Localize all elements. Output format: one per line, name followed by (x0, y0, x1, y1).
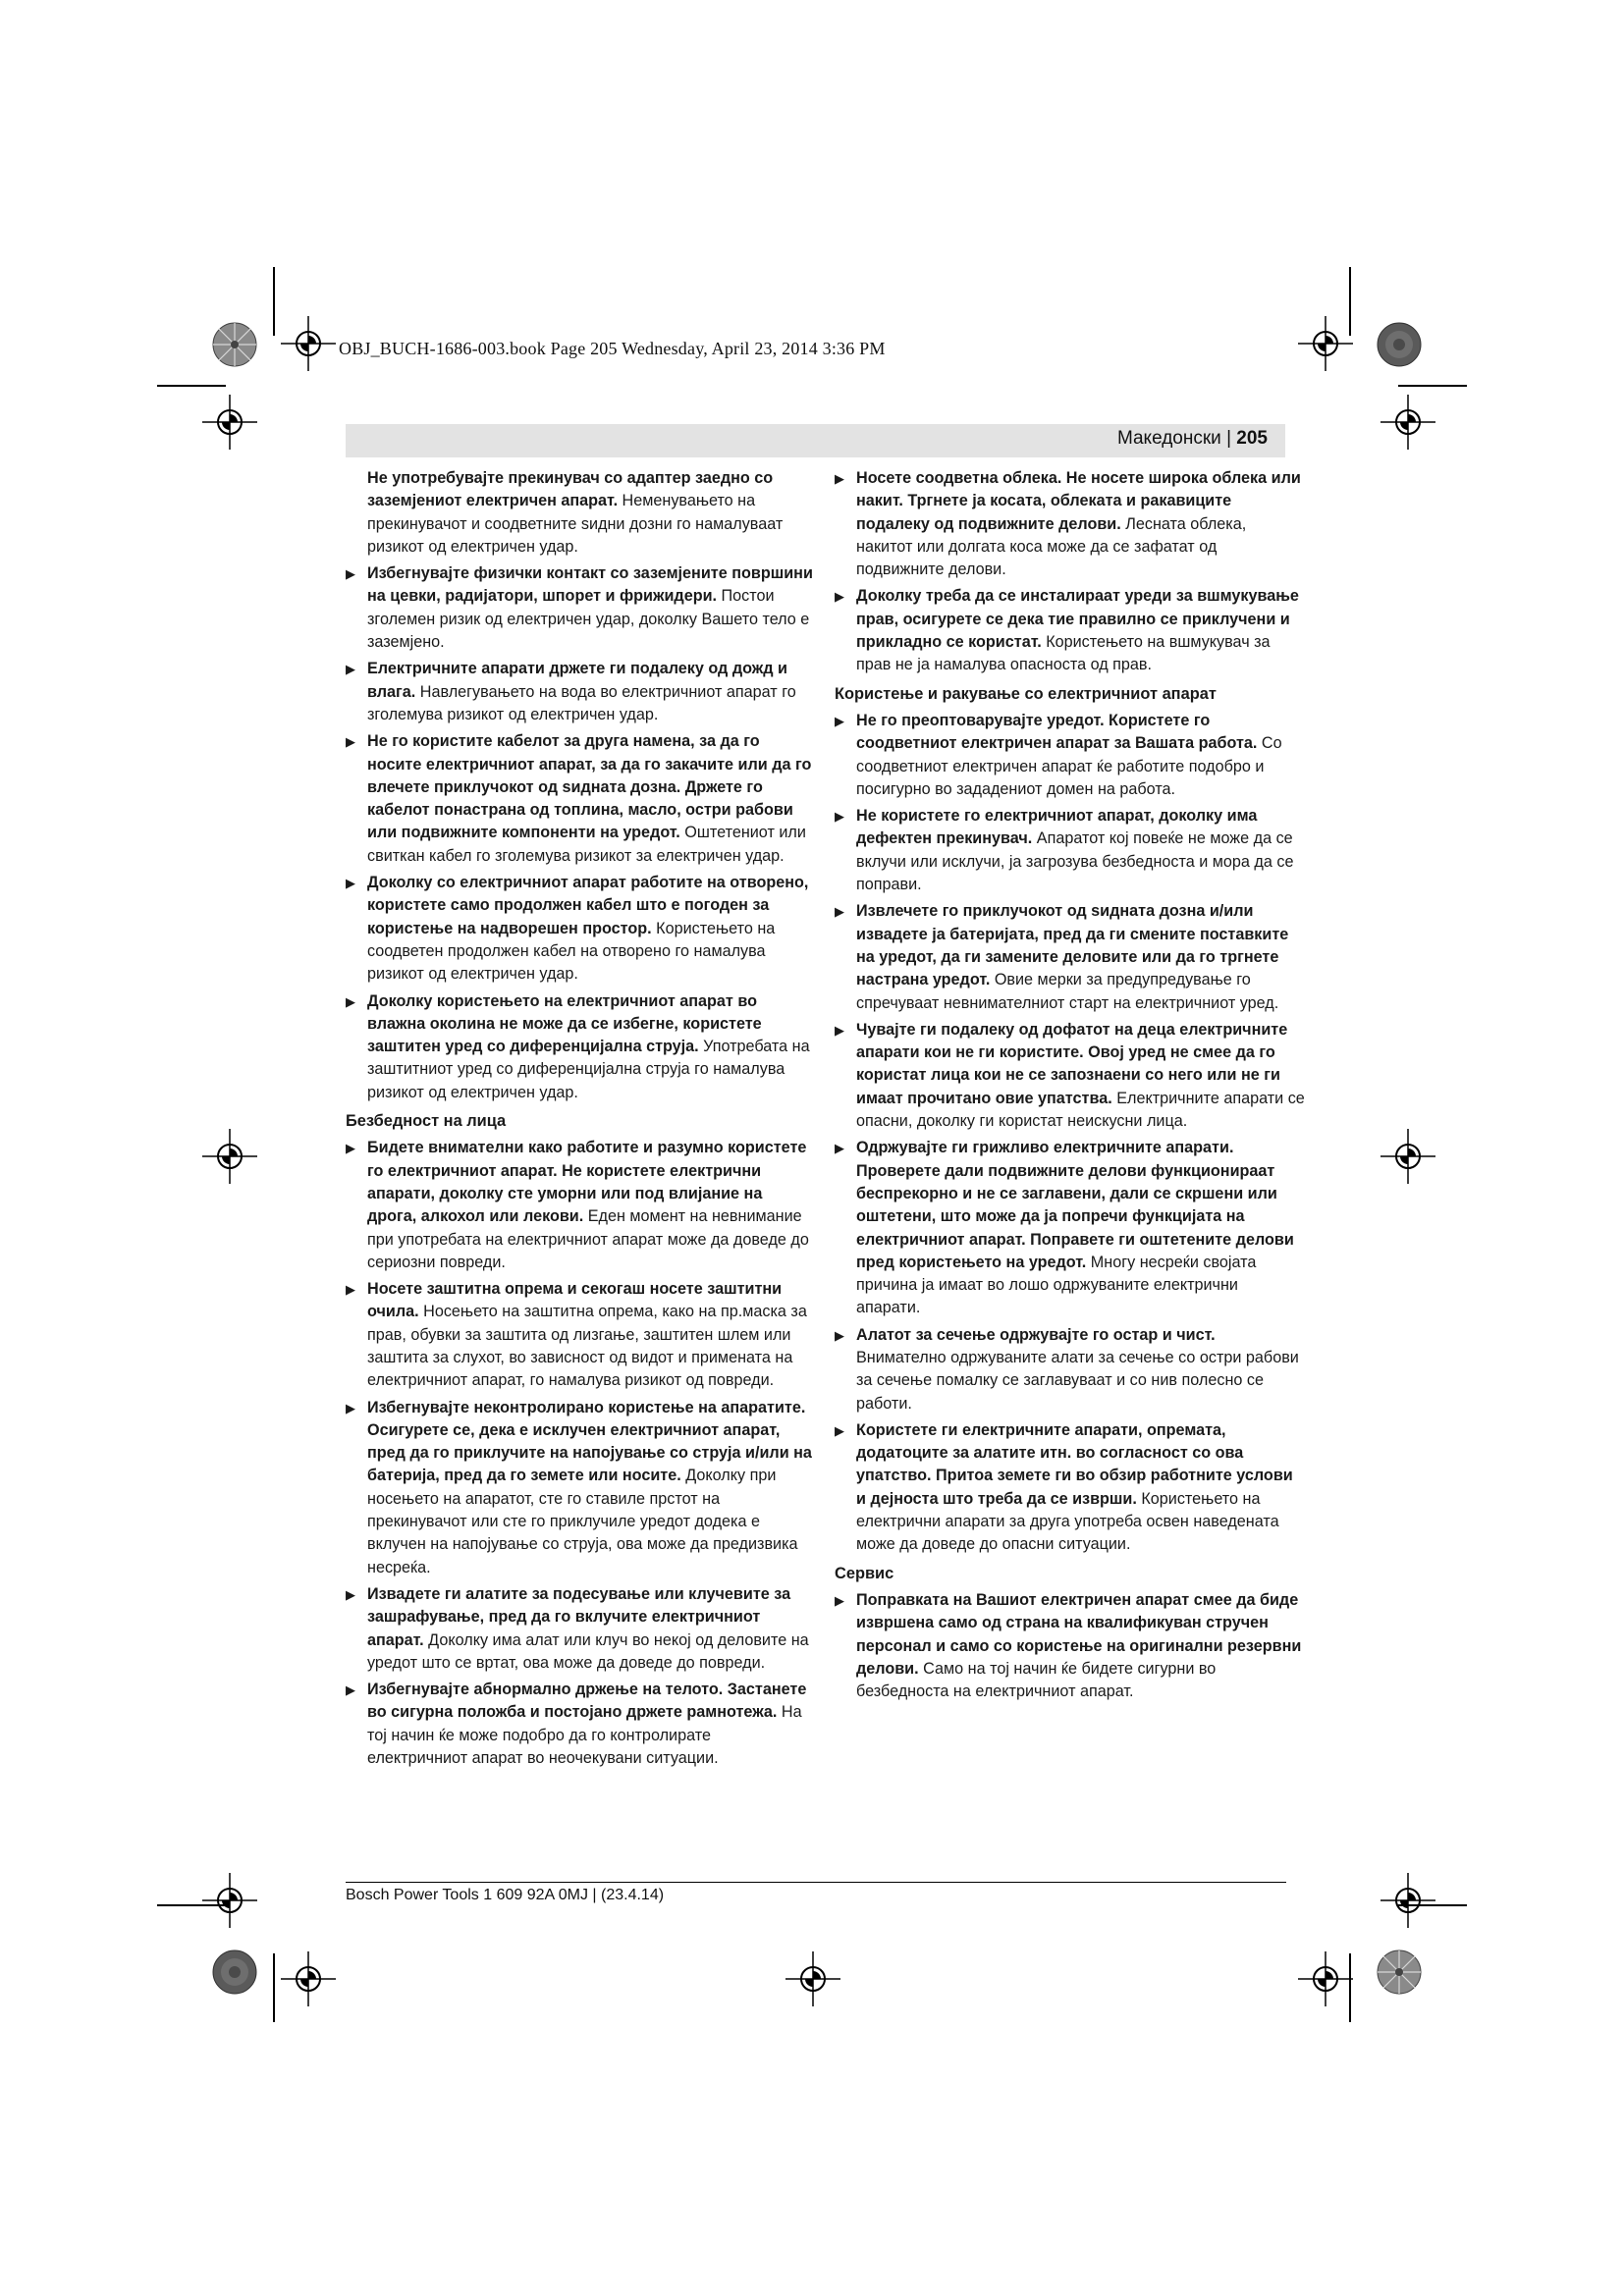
item-bold-text: Не употребувајте прекинувач со адаптер заедно со заземјениот електричен апарат. (367, 469, 774, 510)
item-bold-text: Доколку со електричниот апарат работите на отворено, користете само продолжен кабел што е погоден за користење на надворешен простор. (367, 874, 809, 937)
bullet-arrow-icon: ▶ (835, 1022, 844, 1038)
crop-mark (273, 1953, 275, 2022)
list-item (346, 1583, 815, 1675)
item-body-text: Внимателно одржуваните алати за сечење со остри рабови за сечење помалку се заглавуваат и со нив полесно се работи. (856, 1348, 1299, 1413)
list-item (835, 467, 1306, 581)
item-bold-text: Доколку треба да се инсталираат уреди за вшмукување прав, осигурете се дека тие правилно се приклучени и прикладно се користат. (856, 587, 1299, 652)
item-body-text: Еден момент на невнимание при употребата на електричниот апарат може да доведе до сериозни повреди. (367, 1207, 809, 1271)
footer-text: Bosch Power Tools 1 609 92A 0MJ | (23.4.14) (346, 1887, 665, 1903)
right-item-list-3 (835, 1589, 1306, 1703)
item-body-text: Користењето на електрични апарати за друга употреба освен наведената може да доведе до опасни ситуации. (856, 1489, 1279, 1554)
bullet-arrow-icon: ▶ (346, 734, 355, 750)
item-bold-text: Избегнувајте неконтролирано користење на апаратите. Осигурете се, дека е исклучен електричниот апарат, пред да го приклучите на напојување со струја и/или на батерија, пред да го земете или носите. (367, 1398, 812, 1485)
registration-crosshair-icon (785, 1951, 840, 2006)
item-bold-text: Избегнувајте абнормално држење на телото. Застанете во сигурна положба и постојано држете рамнотежа. (367, 1681, 807, 1722)
registration-crosshair-icon (1380, 395, 1435, 450)
registration-target-icon (1377, 1949, 1422, 1995)
list-item (835, 710, 1306, 801)
item-body-text: На тој начин ќе може подобро да го контролирате електричниот апарат во неочекувани ситуации. (367, 1703, 802, 1768)
crop-mark (1398, 385, 1467, 387)
item-bold-text: Електричните апарати држете ги подалеку од дожд и влага. (367, 660, 787, 701)
item-body-text: Доколку има алат или клуч во некој од деловите на уредот што се вртат, ова може да доведе до повреди. (367, 1630, 809, 1672)
bullet-arrow-icon: ▶ (835, 589, 844, 605)
list-item (346, 1278, 815, 1392)
list-item (346, 730, 815, 868)
list-item (835, 1324, 1306, 1415)
item-body-text: Со соодветниот електричен апарат ќе работите подобро и посигурно во зададениот домен на работа. (856, 734, 1282, 798)
registration-target-icon (212, 322, 257, 367)
item-bold-text: Избегнувајте физички контакт со заземјените површини на цевки, радијатори, шпорет и фрижидери. (367, 564, 813, 606)
left-column (346, 467, 815, 1774)
item-bold-text: Не го користите кабелот за друга намена, за да го носите електричниот апарат, за да го закачите или да го влечете приклучокот од ѕидната дозна. Држете го кабелот понастрана од топлина, масло, остри рабови или подвижните компоненти на уредот. (367, 732, 812, 842)
item-body-text: Само на тој начин ќе бидете сигурни во безбедноста на електричниот апарат. (856, 1659, 1217, 1701)
item-bold-text: Користете ги електричните апарати, опремата, додатоците за алатите итн. во согласност со ова упатство. Притоа земете ги во обзир работните услови и дејноста што треба да се изврши. (856, 1420, 1293, 1508)
page-header (346, 424, 1285, 457)
header-title (1117, 428, 1268, 450)
item-bold-text: Поправката на Вашиот електричен апарат смее да биде извршена само од страна на квалификуван стручен персонал и само со користење на оригинални резервни делови. (856, 1590, 1302, 1678)
bullet-arrow-icon: ▶ (346, 1682, 355, 1698)
item-body-text: Апаратот кој повеќе не може да се вклучи или исклучи, ја загрозува безбедноста и мора да се поправи. (856, 829, 1294, 894)
page-number: 205 (1236, 428, 1268, 449)
list-item (346, 990, 815, 1104)
print-slug: OBJ_BUCH-1686-003.book Page 205 Wednesday, April 23, 2014 3:36 PM (339, 339, 886, 358)
item-bold-text: Алатот за сечење одржувајте го остар и чист. (856, 1325, 1216, 1344)
item-bold-text: Доколку користењето на електричниот апарат во влажна околина не може да се избегне, користете заштитен уред со диференцијална струја. (367, 991, 762, 1056)
item-body-text: Многу несреќи својата причина ја имаат во лошо одржуваните електрични апарати. (856, 1253, 1257, 1317)
right-item-list (835, 467, 1306, 677)
item-bold-text: Не го преоптоварувајте уредот. Користете го соодветниот електричен апарат за Вашата работа. (856, 711, 1258, 753)
bullet-arrow-icon: ▶ (346, 1282, 355, 1298)
left-item-list (346, 467, 815, 1104)
list-item (346, 562, 815, 654)
item-bold-text: Носете заштитна опрема и секогаш носете заштитни очила. (367, 1280, 783, 1321)
registration-crosshair-icon (202, 1129, 257, 1184)
right-item-list-2 (835, 710, 1306, 1557)
list-item (835, 900, 1306, 1014)
bullet-arrow-icon: ▶ (835, 1592, 844, 1608)
list-item (346, 872, 815, 986)
bullet-arrow-icon: ▶ (346, 876, 355, 891)
item-body-text: Користењето на соодветен продолжен кабел на отворено го намалува ризикот од електричен удар. (367, 919, 776, 984)
list-item (346, 1679, 815, 1770)
item-body-text: Употребата на заштитниот уред со диференцијална струја го намалува ризикот од електричен удар. (367, 1038, 810, 1101)
item-body-text: Доколку при носењето на апаратот, сте го ставиле прстот на прекинувачот или сте го приклучиле уредот додека е вклучен на напојување со струја, ова може да предизвика несреќа. (367, 1467, 798, 1576)
list-item (835, 1419, 1306, 1557)
item-bold-text: Чувајте ги подалеку од дофатот на деца електричните апарати кои не ги користите. Овој уред не смее да го користат лица кои не се запознаени со него или не ги имаат прочитано овие упатства. (856, 1020, 1288, 1107)
registration-crosshair-icon (281, 1951, 336, 2006)
bullet-arrow-icon: ▶ (346, 662, 355, 677)
registration-target-icon (212, 1949, 257, 1995)
bullet-arrow-icon: ▶ (346, 1141, 355, 1156)
registration-crosshair-icon (202, 395, 257, 450)
item-body-text: Електричните апарати се опасни, доколку ги користат неискусни лица. (856, 1089, 1305, 1131)
item-bold-text: Не користете го електричниот апарат, доколку има дефектен прекинувач. (856, 807, 1258, 848)
list-item (835, 1019, 1306, 1133)
bullet-arrow-icon: ▶ (346, 1586, 355, 1602)
bullet-arrow-icon: ▶ (346, 1400, 355, 1415)
section-heading-personal-safety: Безбедност на лица (346, 1112, 507, 1131)
item-bold-text: Носете соодветна облека. Не носете широка облека или накит. Тргнете ја косата, облеката и ракавиците подалеку од подвижните делови. (856, 469, 1301, 533)
right-column (835, 467, 1306, 1707)
registration-crosshair-icon (1298, 1951, 1353, 2006)
bullet-arrow-icon: ▶ (346, 566, 355, 582)
list-item (835, 585, 1306, 676)
list-item (346, 658, 815, 726)
item-body-text: Носењето на заштитна опрема, како на пр.маска за прав, обувки за заштита од лизгање, заштитен шлем или заштита за слухот, во зависност од видот и примената на електричниот апарат, го намалува ризикот од повреди. (367, 1303, 807, 1390)
registration-crosshair-icon (202, 1873, 257, 1928)
item-body-text: Навлегувањето на вода во електричниот апарат го зголемува ризикот од електричен удар. (367, 682, 796, 723)
list-item (346, 467, 815, 559)
section-heading-service: Сервис (835, 1564, 894, 1582)
item-bold-text: Бидете внимателни како работите и разумно користете го електричниот апарат. Не користете електрични апарати, доколку сте уморни или под влијание на дрога, алкохол или лекови. (367, 1139, 807, 1226)
item-body-text: Оштетениот или свиткан кабел го зголемува ризикот за електричен удар. (367, 824, 806, 865)
footer-divider (346, 1882, 1286, 1883)
item-bold-text: Одржувајте ги грижливо електричните апарати. Проверете дали подвижните делови функционираат беспрекорно и не се заглавени, дали се скршени или оштетени, што може да ја попречи функцијата на електричниот апарат. Поправете ги оштетените делови пред користењето на уредот. (856, 1139, 1294, 1271)
list-item (346, 1137, 815, 1274)
list-item (835, 1137, 1306, 1319)
item-body-text: Постои зголемен ризик од електричен удар, доколку Вашето тело е заземјено. (367, 587, 810, 652)
item-bold-text: Извлечете го приклучокот од ѕидната дозна и/или извадете ја батеријата, пред да ги смените поставките на уредот, да ги замените деловите или да го тргнете настрана уредот. (856, 902, 1289, 989)
bullet-arrow-icon: ▶ (835, 1327, 844, 1343)
bullet-arrow-icon: ▶ (346, 993, 355, 1009)
item-body-text: Овие мерки за предупредување го спречуваат невнимателниот старт на електричниот уред. (856, 971, 1279, 1012)
bullet-arrow-icon: ▶ (835, 1141, 844, 1156)
item-body-text: Лесната облека, накитот или долгата коса може да се зафатат од подвижните делови. (856, 514, 1247, 579)
crop-mark (273, 267, 275, 336)
bullet-arrow-icon: ▶ (835, 713, 844, 728)
section-heading-tool-use: Користење и ракување со електричниот апарат (835, 684, 1217, 703)
list-item (835, 805, 1306, 896)
registration-crosshair-icon (1298, 316, 1353, 371)
header-language: Македонски | (1116, 428, 1237, 449)
item-body-text: Користењето на вшмукувач за прав не ја намалува опасноста од прав. (856, 633, 1271, 674)
left-item-list-2 (346, 1137, 815, 1770)
list-item (835, 1589, 1306, 1703)
bullet-arrow-icon: ▶ (835, 809, 844, 825)
registration-target-icon (1377, 322, 1422, 367)
bullet-arrow-icon: ▶ (835, 904, 844, 920)
item-bold-text: Извадете ги алатите за подесување или клучевите за зашрафување, пред да го вклучите електричниот апарат. (367, 1584, 791, 1649)
registration-crosshair-icon (1380, 1873, 1435, 1928)
registration-crosshair-icon (281, 316, 336, 371)
crop-mark (157, 385, 226, 387)
registration-crosshair-icon (1380, 1129, 1435, 1184)
item-body-text: Неменувањето на прекинувачот и соодветните ѕидни дозни го намалуваат ризикот од електричен удар. (367, 492, 784, 556)
bullet-arrow-icon: ▶ (835, 1422, 844, 1438)
list-item (346, 1397, 815, 1579)
bullet-arrow-icon: ▶ (835, 471, 844, 486)
